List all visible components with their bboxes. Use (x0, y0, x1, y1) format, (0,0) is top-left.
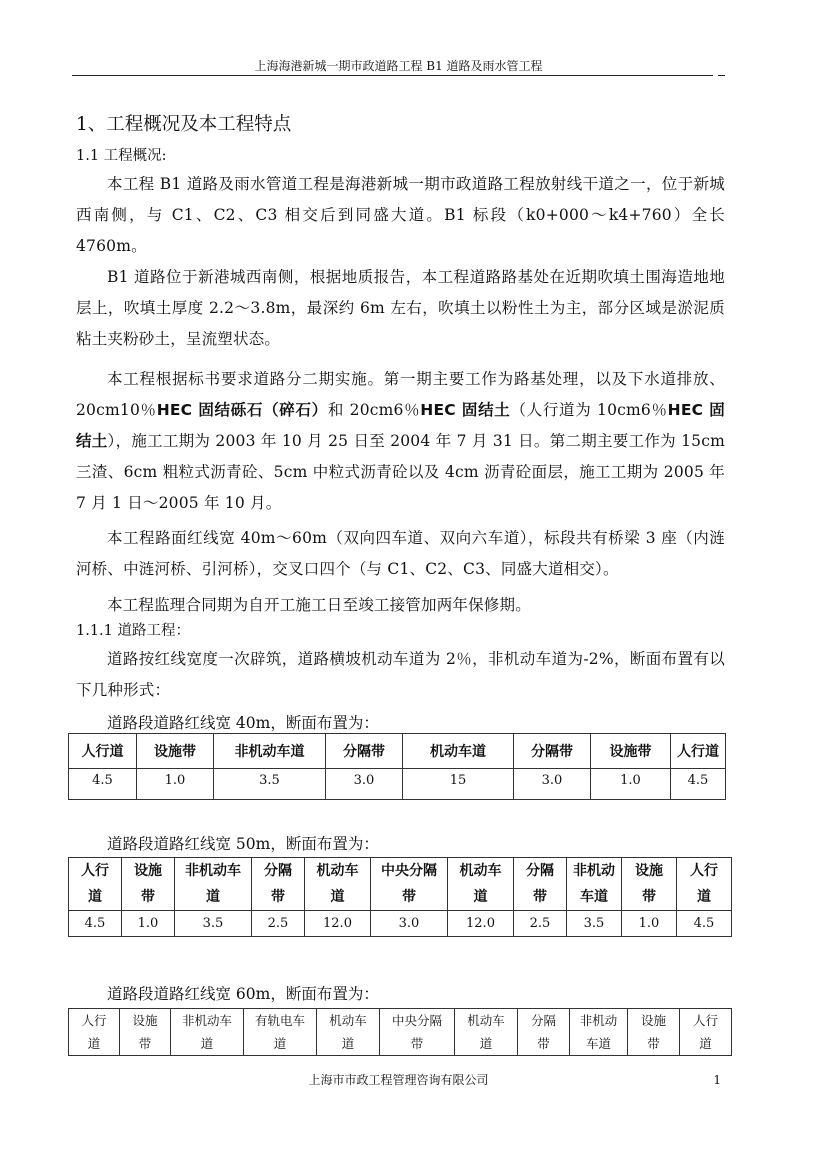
header-line: 中央分隔 (391, 1013, 442, 1028)
header-line: 人行 (81, 1013, 107, 1028)
table-row (69, 911, 732, 937)
table-cell: 3.0 (371, 911, 448, 937)
header-line: 分隔 (530, 1013, 556, 1028)
table-cell: 3.0 (514, 769, 591, 800)
text-run: ），施工工期为 2003 年 10 月 25 日至 2004 年 7 月 31 日。第二期主要工作为 15cm 三渣、6cm 粗粒式沥青砼、5cm 中粒式沥青砼以及 4cm 沥青砼面层，施工工期为 2005 年 7 月 1 日～2005 年 10 月。 (76, 432, 725, 512)
table-header-cell: 分隔带 (326, 734, 403, 769)
table-header-cell (371, 858, 448, 911)
header-line: 机动车 (316, 863, 359, 879)
header-line: 道 (200, 1036, 214, 1051)
table-cell: 1.0 (122, 911, 175, 937)
table-cell: 1.0 (622, 911, 677, 937)
table-cell: 3.5 (567, 911, 622, 937)
table-60m (68, 1008, 732, 1056)
table50-caption: 道路段道路红线宽 50m，断面布置为： (107, 835, 379, 853)
table-header-cell (567, 858, 622, 911)
paragraph-phases (76, 364, 725, 519)
text-run: 本工程根据标书要求道路分二期实施。第一期主要工作为路基处理，以及下水道排放、20cm10％ (76, 370, 725, 419)
table-50m (68, 857, 732, 937)
header-line: 人行 (692, 1013, 718, 1028)
header-line: 道 (88, 889, 102, 905)
table-header-cell (175, 858, 252, 911)
table-header-cell (518, 1009, 570, 1056)
table-cell: 2.5 (514, 911, 567, 937)
paragraph-geology: B1 道路位于新港城西南侧，根据地质报告，本工程道路路基处在近期吹填土围海造地地层上，吹填土厚度 2.2～3.8m，最深约 6m 左右，吹填土以粉性土为主，部分区域是淤泥质粘土夹粉砂土，呈流塑状态。 (76, 268, 725, 348)
table-header-cell (120, 1009, 171, 1056)
table-cell: 4.5 (677, 911, 732, 937)
paragraph-overview: 本工程 B1 道路及雨水管道工程是海港新城一期市政道路工程放射线干道之一，位于新城西南侧，与 C1、C2、C3 相交后到同盛大道。B1 标段（k0+000～k4+760）全长 4760m。 (76, 175, 725, 255)
table-header-cell (122, 858, 175, 911)
table-header-cell (69, 1009, 120, 1056)
subsubsection-title: 1.1.1 道路工程： (76, 623, 191, 639)
header-line: 机动车 (329, 1013, 367, 1028)
header-line: 分隔 (264, 863, 292, 879)
header-line: 道 (87, 1036, 101, 1051)
table-cell: 3.5 (175, 911, 252, 937)
table-header-cell: 人行道 (671, 734, 726, 769)
header-line: 设施 (132, 1013, 158, 1028)
table-header-cell (448, 858, 514, 911)
header-line: 有轨电车 (254, 1013, 305, 1028)
table-40m (68, 733, 726, 800)
table-cell: 12.0 (305, 911, 371, 937)
header-line: 机动车 (459, 863, 502, 879)
table-cell: 1.0 (137, 769, 214, 800)
header-line: 道 (206, 889, 220, 905)
table-header-cell (380, 1009, 455, 1056)
table-header-cell: 非机动车道 (214, 734, 326, 769)
header-line: 带 (647, 1036, 660, 1051)
header-line: 道 (473, 889, 488, 905)
paragraph-contract: 本工程监理合同期为自开工施工日至竣工接管加两年保修期。 (107, 596, 531, 614)
table-header-cell (317, 1009, 380, 1056)
header-rule (72, 75, 713, 76)
table-cell: 4.5 (671, 769, 726, 800)
text-run: （人行道为 10cm6％ (510, 401, 668, 419)
text-run: 和 20cm6％ (327, 401, 421, 419)
table-header-cell: 设施带 (591, 734, 671, 769)
header-line: 非机动 (573, 863, 615, 879)
table-header-row (69, 1009, 732, 1056)
table-cell: 1.0 (591, 769, 671, 800)
table-header-cell (680, 1009, 732, 1056)
table-header-cell: 分隔带 (514, 734, 591, 769)
table-header-cell (69, 858, 122, 911)
table-header-cell (252, 858, 305, 911)
table-cell: 15 (403, 769, 514, 800)
header-line: 道 (697, 889, 711, 905)
header-line: 带 (141, 889, 155, 905)
header-line: 设施 (635, 863, 663, 879)
header-line: 带 (138, 1036, 152, 1051)
header-line: 中央分隔 (381, 863, 437, 879)
header-mark (718, 75, 725, 76)
header-line: 带 (533, 889, 547, 905)
table-cell: 2.5 (252, 911, 305, 937)
table-header-cell: 机动车道 (403, 734, 514, 769)
table-header-cell (171, 1009, 244, 1056)
footer-company: 上海市市政工程管理咨询有限公司 (308, 1073, 489, 1087)
header-line: 机动车 (467, 1013, 505, 1028)
header-line: 车道 (580, 889, 608, 905)
header-line: 人行 (690, 863, 718, 879)
table-cell: 4.5 (69, 769, 137, 800)
table-cell: 12.0 (448, 911, 514, 937)
header-line: 车道 (585, 1036, 611, 1051)
header-line: 带 (410, 1036, 424, 1051)
paragraph-road: 道路按红线宽度一次辟筑，道路横坡机动车道为 2％，非机动车道为-2%，断面布置有以下几种形式： (76, 650, 725, 699)
table-header-cell (514, 858, 567, 911)
table60-caption: 道路段道路红线宽 60m，断面布置为： (107, 985, 379, 1003)
table-header-cell (455, 1009, 518, 1056)
table-header-cell (305, 858, 371, 911)
header-line: 带 (402, 889, 416, 905)
page-header: 上海海港新城一期市政道路工程 B1 道路及雨水管工程 (254, 59, 543, 73)
table-header-cell (622, 858, 677, 911)
header-line: 非机动车 (181, 1013, 232, 1028)
header-line: 道 (330, 889, 345, 905)
text-run-bold: HEC 固结土 (76, 401, 725, 450)
table-cell: 3.0 (326, 769, 403, 800)
header-line: 非机动 (579, 1013, 618, 1028)
header-line: 带 (642, 889, 656, 905)
header-line: 人行 (81, 863, 109, 879)
table-row (69, 769, 726, 800)
table-header-cell: 设施带 (137, 734, 214, 769)
table-header-cell (570, 1009, 628, 1056)
paragraph-bridges: 本工程路面红线宽 40m～60m（双向四车道、双向六车道），标段共有桥梁 3 座（内涟河桥、中涟河桥、引河桥），交叉口四个（与 C1、C2、C3、同盛大道相交）。 (76, 529, 725, 578)
header-line: 道 (341, 1036, 355, 1051)
header-line: 道 (479, 1036, 493, 1051)
header-line: 道 (699, 1036, 712, 1051)
table-cell: 4.5 (69, 911, 122, 937)
header-line: 带 (537, 1036, 550, 1051)
section-title: 1、工程概况及本工程特点 (76, 114, 292, 135)
subsection-title: 1.1 工程概况: (76, 148, 167, 164)
table-header-cell (628, 1009, 680, 1056)
table-header-cell (677, 858, 732, 911)
header-line: 设施 (640, 1013, 666, 1028)
header-line: 带 (271, 889, 285, 905)
text-run-bold: HEC 固结土 (420, 401, 511, 419)
header-line: 设施 (134, 863, 162, 879)
table40-caption: 道路段道路红线宽 40m，断面布置为： (107, 714, 379, 732)
table-header-cell: 人行道 (69, 734, 137, 769)
header-line: 分隔 (526, 863, 554, 879)
page-number: 1 (713, 1073, 721, 1087)
table-cell: 3.5 (214, 769, 326, 800)
text-run-bold: HEC 固结砾石（碎石） (156, 401, 328, 419)
table-header-cell (244, 1009, 317, 1056)
header-line: 非机动车 (185, 863, 241, 879)
table-header-row (69, 734, 726, 769)
header-line: 道 (273, 1036, 287, 1051)
table-header-row (69, 858, 732, 911)
